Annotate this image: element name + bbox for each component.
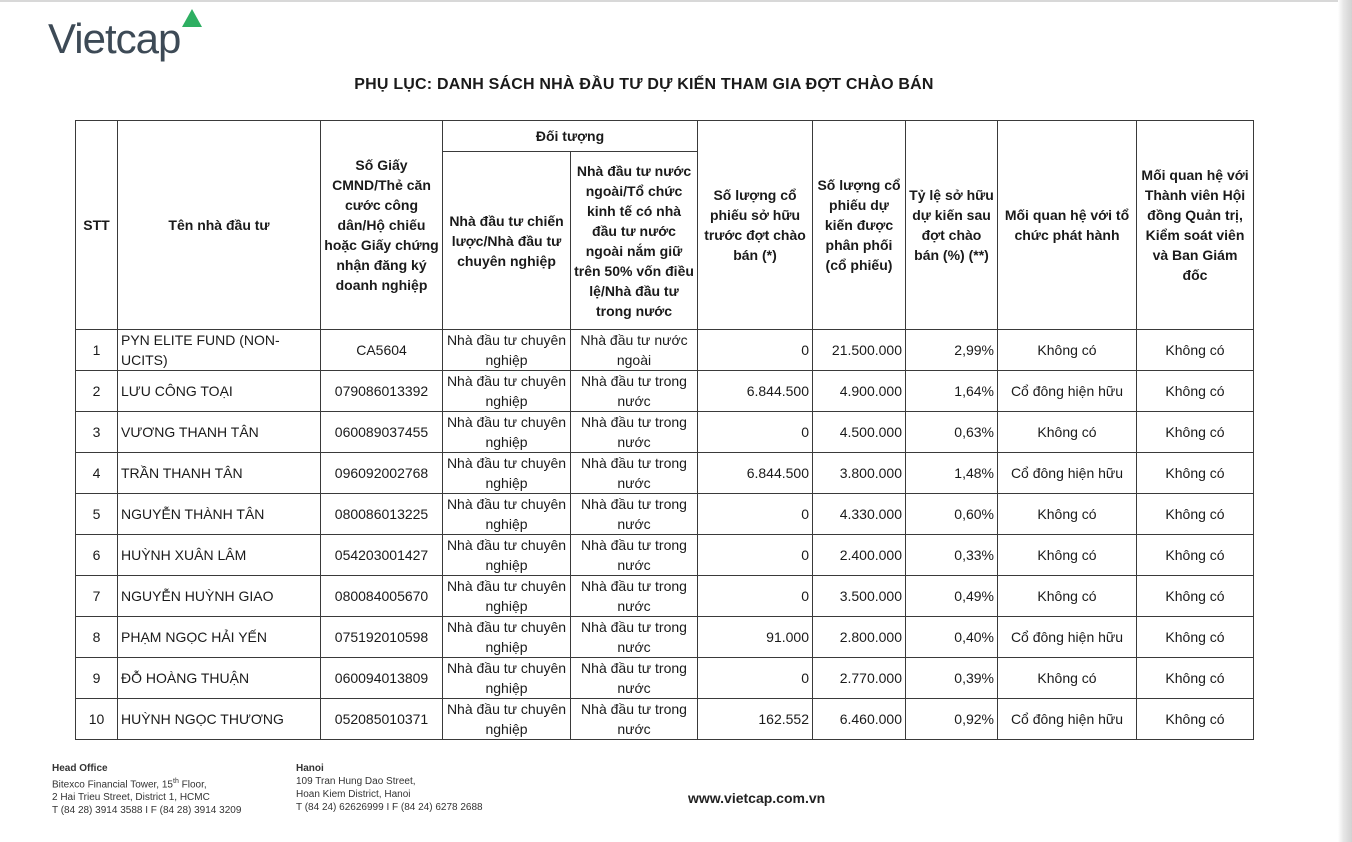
cell-type-a: Nhà đầu tư chuyên nghiệp xyxy=(443,617,571,658)
cell-expected: 3.500.000 xyxy=(813,576,906,617)
cell-expected: 4.330.000 xyxy=(813,494,906,535)
header-name: Tên nhà đầu tư xyxy=(118,121,321,330)
cell-type-a: Nhà đầu tư chuyên nghiệp xyxy=(443,494,571,535)
cell-id: 080086013225 xyxy=(321,494,443,535)
cell-rel-board: Không có xyxy=(1137,453,1254,494)
cell-name: LƯU CÔNG TOẠI xyxy=(118,371,321,412)
hanoi-line3: T (84 24) 62626999 I F (84 24) 6278 2688 xyxy=(296,802,483,813)
cell-rel-board: Không có xyxy=(1137,494,1254,535)
cell-stt: 8 xyxy=(76,617,118,658)
cell-id: 080084005670 xyxy=(321,576,443,617)
cell-expected: 2.800.000 xyxy=(813,617,906,658)
cell-before: 6.844.500 xyxy=(698,453,813,494)
cell-before: 0 xyxy=(698,330,813,371)
header-expected: Số lượng cổ phiếu dự kiến được phân phối (cổ phiếu) xyxy=(813,121,906,330)
table-row xyxy=(76,330,1254,371)
cell-expected: 3.800.000 xyxy=(813,453,906,494)
cell-type-a: Nhà đầu tư chuyên nghiệp xyxy=(443,412,571,453)
hanoi-label: Hanoi xyxy=(296,763,324,774)
cell-id: 060094013809 xyxy=(321,658,443,699)
table-row xyxy=(76,699,1254,740)
table-row xyxy=(76,576,1254,617)
head-office-label: Head Office xyxy=(52,763,108,774)
cell-name: ĐỖ HOÀNG THUẬN xyxy=(118,658,321,699)
header-before: Số lượng cổ phiếu sở hữu trước đợt chào bán (*) xyxy=(698,121,813,330)
cell-id: 079086013392 xyxy=(321,371,443,412)
cell-before: 0 xyxy=(698,576,813,617)
cell-id: 052085010371 xyxy=(321,699,443,740)
cell-id: 060089037455 xyxy=(321,412,443,453)
cell-type-a: Nhà đầu tư chuyên nghiệp xyxy=(443,658,571,699)
cell-rel-issuer: Cổ đông hiện hữu xyxy=(998,699,1137,740)
triangle-logo-icon xyxy=(181,8,203,28)
cell-before: 0 xyxy=(698,494,813,535)
cell-type-b: Nhà đầu tư nước ngoài xyxy=(571,330,698,371)
scan-top-edge xyxy=(0,0,1338,2)
cell-stt: 9 xyxy=(76,658,118,699)
cell-type-b: Nhà đầu tư trong nước xyxy=(571,617,698,658)
cell-rel-issuer: Không có xyxy=(998,535,1137,576)
header-ratio: Tỷ lệ sở hữu dự kiến sau đợt chào bán (%) (**) xyxy=(906,121,998,330)
scan-right-edge xyxy=(1338,0,1352,842)
cell-rel-board: Không có xyxy=(1137,371,1254,412)
cell-id: 075192010598 xyxy=(321,617,443,658)
cell-rel-issuer: Không có xyxy=(998,494,1137,535)
cell-expected: 6.460.000 xyxy=(813,699,906,740)
table-row xyxy=(76,494,1254,535)
cell-name: VƯƠNG THANH TÂN xyxy=(118,412,321,453)
cell-name: NGUYỄN HUỲNH GIAO xyxy=(118,576,321,617)
footer-head-office xyxy=(52,762,241,817)
header-rel-board: Mối quan hệ với Thành viên Hội đồng Quản trị, Kiểm soát viên và Ban Giám đốc xyxy=(1137,121,1254,330)
cell-name: HUỲNH NGỌC THƯƠNG xyxy=(118,699,321,740)
cell-before: 0 xyxy=(698,412,813,453)
table-row xyxy=(76,371,1254,412)
cell-rel-board: Không có xyxy=(1137,617,1254,658)
header-group: Đối tượng xyxy=(443,121,698,152)
cell-ratio: 0,49% xyxy=(906,576,998,617)
cell-expected: 21.500.000 xyxy=(813,330,906,371)
cell-name: NGUYỄN THÀNH TÂN xyxy=(118,494,321,535)
head-office-line1-sup: th xyxy=(173,778,179,785)
cell-before: 6.844.500 xyxy=(698,371,813,412)
head-office-line3: T (84 28) 3914 3588 I F (84 28) 3914 3209 xyxy=(52,805,242,817)
cell-rel-issuer: Không có xyxy=(998,658,1137,699)
cell-stt: 2 xyxy=(76,371,118,412)
cell-type-b: Nhà đầu tư trong nước xyxy=(571,576,698,617)
footer-hanoi xyxy=(296,762,483,814)
cell-type-b: Nhà đầu tư trong nước xyxy=(571,535,698,576)
cell-rel-issuer: Cổ đông hiện hữu xyxy=(998,617,1137,658)
cell-type-b: Nhà đầu tư trong nước xyxy=(571,412,698,453)
cell-expected: 4.500.000 xyxy=(813,412,906,453)
cell-stt: 5 xyxy=(76,494,118,535)
cell-type-a: Nhà đầu tư chuyên nghiệp xyxy=(443,330,571,371)
cell-type-a: Nhà đầu tư chuyên nghiệp xyxy=(443,699,571,740)
header-id: Số Giấy CMND/Thẻ căn cước công dân/Hộ chiếu hoặc Giấy chứng nhận đăng ký doanh nghiệp xyxy=(321,121,443,330)
cell-ratio: 2,99% xyxy=(906,330,998,371)
table-row xyxy=(76,658,1254,699)
head-office-line1: Bitexco Financial Tower, 15 xyxy=(52,779,173,791)
cell-rel-board: Không có xyxy=(1137,658,1254,699)
cell-rel-issuer: Cổ đông hiện hữu xyxy=(998,453,1137,494)
cell-before: 162.552 xyxy=(698,699,813,740)
head-office-line1-end: Floor, xyxy=(178,779,207,791)
header-stt: STT xyxy=(76,121,118,330)
cell-ratio: 0,92% xyxy=(906,699,998,740)
cell-ratio: 0,39% xyxy=(906,658,998,699)
cell-type-b: Nhà đầu tư trong nước xyxy=(571,699,698,740)
cell-rel-board: Không có xyxy=(1137,535,1254,576)
table-row xyxy=(76,453,1254,494)
cell-type-a: Nhà đầu tư chuyên nghiệp xyxy=(443,453,571,494)
cell-expected: 2.770.000 xyxy=(813,658,906,699)
cell-name: PYN ELITE FUND (NON-UCITS) xyxy=(118,330,321,371)
hanoi-line1: 109 Tran Hung Dao Street, xyxy=(296,776,416,787)
cell-ratio: 1,48% xyxy=(906,453,998,494)
cell-type-b: Nhà đầu tư trong nước xyxy=(571,658,698,699)
cell-ratio: 0,63% xyxy=(906,412,998,453)
cell-rel-board: Không có xyxy=(1137,330,1254,371)
cell-type-a: Nhà đầu tư chuyên nghiệp xyxy=(443,371,571,412)
cell-before: 0 xyxy=(698,535,813,576)
header-rel-issuer: Mối quan hệ với tổ chức phát hành xyxy=(998,121,1137,330)
table-row xyxy=(76,412,1254,453)
cell-stt: 4 xyxy=(76,453,118,494)
vietcap-logo xyxy=(48,14,203,64)
header-group-b: Nhà đầu tư nước ngoài/Tổ chức kinh tế có nhà đầu tư nước ngoài nắm giữ trên 50% vốn điều lệ/Nhà đầu tư trong nước xyxy=(571,152,698,330)
cell-stt: 10 xyxy=(76,699,118,740)
cell-rel-issuer: Không có xyxy=(998,330,1137,371)
header-group-a: Nhà đầu tư chiến lược/Nhà đầu tư chuyên nghiệp xyxy=(443,152,571,330)
cell-expected: 2.400.000 xyxy=(813,535,906,576)
cell-id: 054203001427 xyxy=(321,535,443,576)
page-title: PHỤ LỤC: DANH SÁCH NHÀ ĐẦU TƯ DỰ KIẾN THAM GIA ĐỢT CHÀO BÁN xyxy=(354,76,934,93)
cell-stt: 1 xyxy=(76,330,118,371)
cell-type-b: Nhà đầu tư trong nước xyxy=(571,494,698,535)
investor-table xyxy=(75,120,1254,740)
cell-rel-board: Không có xyxy=(1137,576,1254,617)
cell-id: 096092002768 xyxy=(321,453,443,494)
cell-rel-issuer: Cổ đông hiện hữu xyxy=(998,371,1137,412)
cell-type-b: Nhà đầu tư trong nước xyxy=(571,453,698,494)
cell-stt: 6 xyxy=(76,535,118,576)
cell-type-b: Nhà đầu tư trong nước xyxy=(571,371,698,412)
table-row xyxy=(76,535,1254,576)
cell-rel-board: Không có xyxy=(1137,412,1254,453)
head-office-line2: 2 Hai Trieu Street, District 1, HCMC xyxy=(52,792,210,804)
cell-name: TRẦN THANH TÂN xyxy=(118,453,321,494)
cell-ratio: 0,33% xyxy=(906,535,998,576)
logo-wordmark: Vietcap xyxy=(48,15,181,62)
website-link[interactable]: www.vietcap.com.vn xyxy=(688,790,826,806)
cell-type-a: Nhà đầu tư chuyên nghiệp xyxy=(443,535,571,576)
cell-ratio: 1,64% xyxy=(906,371,998,412)
cell-ratio: 0,40% xyxy=(906,617,998,658)
cell-before: 0 xyxy=(698,658,813,699)
table-row xyxy=(76,617,1254,658)
hanoi-line2: Hoan Kiem District, Hanoi xyxy=(296,789,411,800)
cell-rel-board: Không có xyxy=(1137,699,1254,740)
cell-ratio: 0,60% xyxy=(906,494,998,535)
cell-rel-issuer: Không có xyxy=(998,412,1137,453)
cell-stt: 7 xyxy=(76,576,118,617)
cell-before: 91.000 xyxy=(698,617,813,658)
cell-name: HUỲNH XUÂN LÂM xyxy=(118,535,321,576)
cell-type-a: Nhà đầu tư chuyên nghiệp xyxy=(443,576,571,617)
cell-id: CA5604 xyxy=(321,330,443,371)
cell-name: PHẠM NGỌC HẢI YẾN xyxy=(118,617,321,658)
cell-expected: 4.900.000 xyxy=(813,371,906,412)
cell-rel-issuer: Không có xyxy=(998,576,1137,617)
table-body xyxy=(76,330,1254,740)
cell-stt: 3 xyxy=(76,412,118,453)
